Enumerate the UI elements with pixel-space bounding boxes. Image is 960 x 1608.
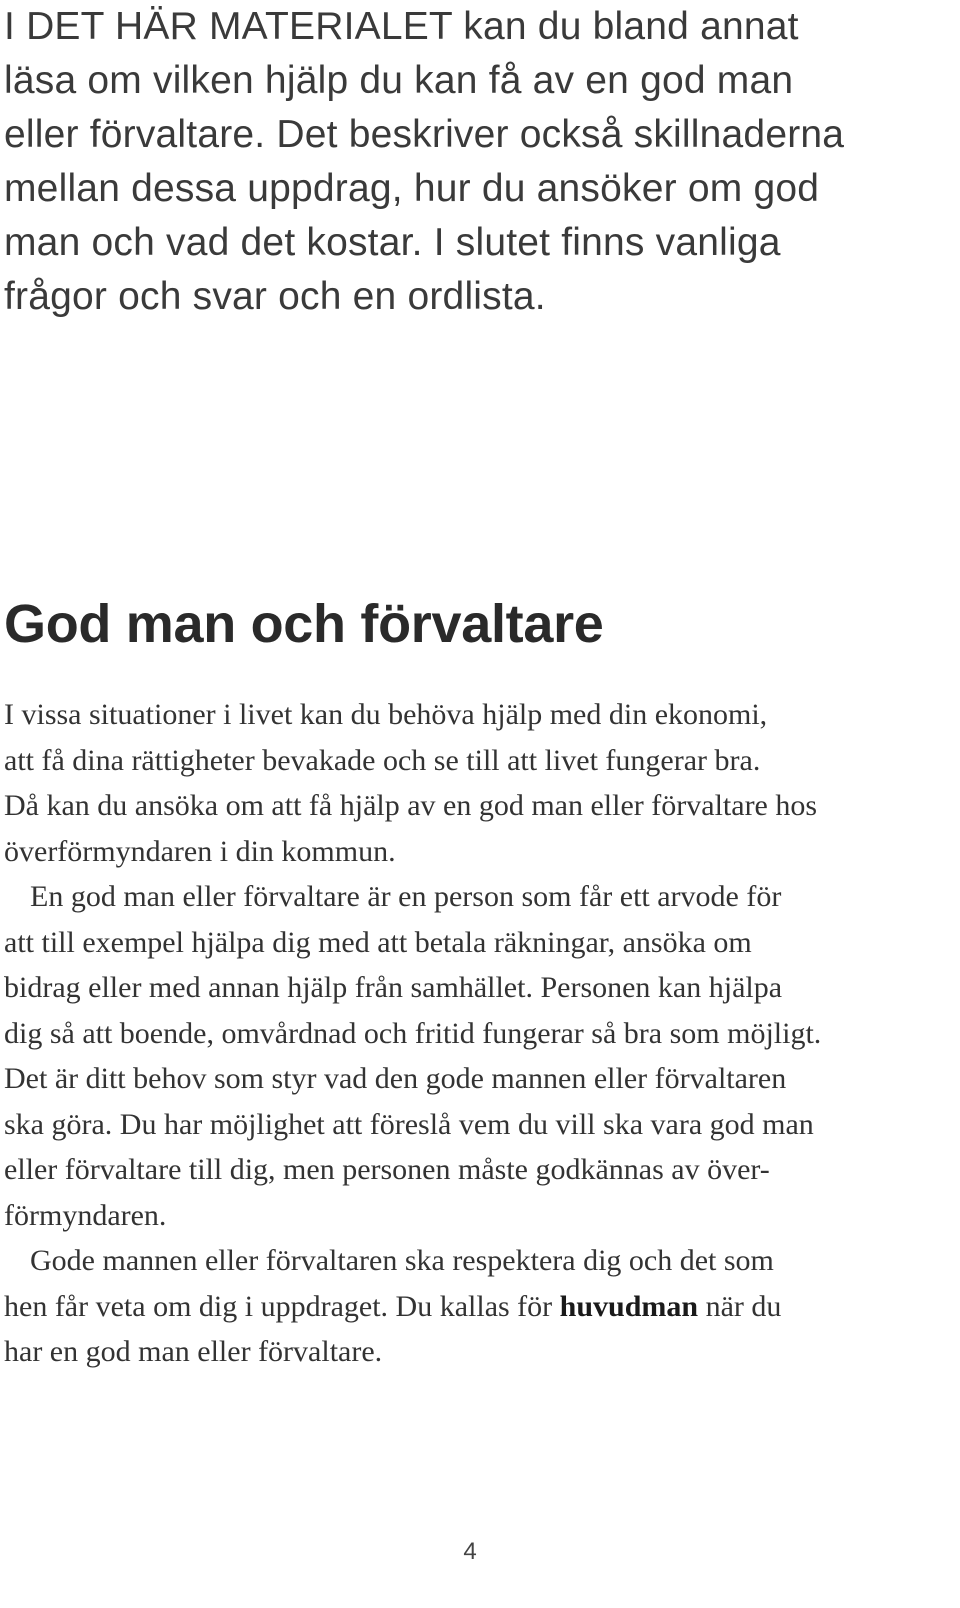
paragraph-3-text-start: Gode mannen eller förvaltaren ska respektera dig och det som hen får veta om dig i uppdraget. Du kallas för: [4, 1244, 774, 1323]
paragraph-1: I vissa situationer i livet kan du behöva hjälp med din ekonomi, att få dina rättigheter bevakade och se till att livet fungerar bra. Då kan du ansöka om att få hjälp av en god man eller förvaltare hos överförmyndaren i din kommun.: [4, 698, 818, 868]
term-huvudman: huvudman: [559, 1289, 699, 1323]
section-heading: God man och förvaltare: [4, 594, 604, 654]
body-text: [4, 692, 954, 1375]
intro-text: I DET HÄR MATERIALET kan du bland annat läsa om vilken hjälp du kan få av en god man eller förvaltare. Det beskriver också skillnaderna mellan dessa uppdrag, hur du ansöker om god man och vad det kostar. I slutet finns vanliga frågor och svar och en ordlista.: [4, 5, 845, 318]
paragraph-3: [4, 1238, 954, 1375]
paragraph-2-text: En god man eller förvaltare är en person som får ett arvode för att till exempel hjälpa dig med att betala räkningar, ansöka om bidrag eller med annan hjälp från samhället. Personen kan hjälpa dig så att boende, omvårdnad och fritid fungerar så bra som möjligt. Det är ditt behov som styr vad den gode mannen eller förvaltaren ska göra. Du har möjlighet att föreslå vem du vill ska vara god man eller förvaltare till dig, men personen måste godkännas av över- förmyndaren.: [4, 880, 822, 1232]
paragraph-2: [4, 874, 954, 1238]
page-number: 4: [463, 1538, 477, 1565]
paragraph-3-text-end: när du har en god man eller förvaltare.: [4, 1289, 782, 1368]
